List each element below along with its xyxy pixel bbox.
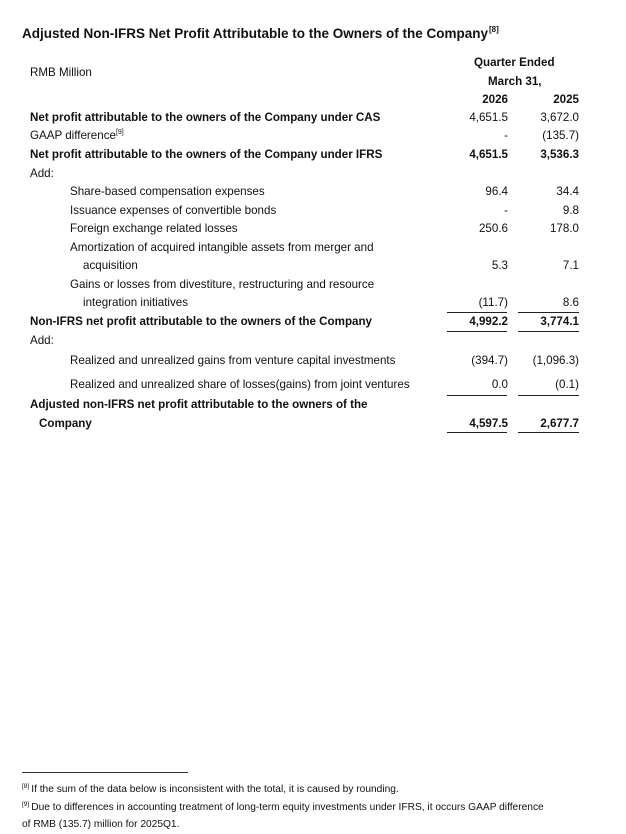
period-header: Quarter Ended	[474, 56, 555, 69]
title-footnote-ref: [8]	[489, 25, 499, 34]
row-label: Net profit attributable to the owners of the Company under CAS	[30, 111, 381, 124]
add-label: Add:	[30, 167, 54, 180]
row-value-2026: 250.6	[478, 222, 508, 235]
footnote: [9] Due to differences in accounting treatment of long-term equity investments under IFRS, it occurs GAAP difference	[22, 801, 544, 813]
row-label: GAAP difference[9]	[30, 129, 124, 142]
row-value-2026: 4,651.5	[469, 111, 508, 124]
subtotal-rule	[447, 312, 507, 313]
row-label: Amortization of acquired intangible assets from merger and	[70, 241, 374, 254]
year-header-2026: 2026	[482, 93, 508, 106]
page-title: Adjusted Non-IFRS Net Profit Attributable to the Owners of the Company[8]	[22, 25, 499, 41]
row-label: Adjusted non-IFRS net profit attributable to the owners of the	[30, 398, 368, 411]
row-label: Realized and unrealized gains from venture capital investments	[70, 354, 396, 367]
footnote-separator	[22, 772, 188, 773]
footnote-ref: [8]	[22, 783, 30, 790]
year-header-2025: 2025	[553, 93, 579, 106]
row-value-2025: (1,096.3)	[532, 354, 579, 367]
row-value-2025: 2,677.7	[540, 417, 579, 430]
row-label: Foreign exchange related losses	[70, 222, 238, 235]
row-value-2025: 178.0	[549, 222, 579, 235]
row-label-continued: Company	[39, 417, 92, 430]
row-value-2026: -	[504, 129, 508, 142]
row-label-continued: acquisition	[83, 259, 138, 272]
footnote-continued: of RMB (135.7) million for 2025Q1.	[22, 819, 180, 830]
total-double-rule	[518, 432, 579, 433]
row-value-2025: 7.1	[562, 259, 579, 272]
row-value-2026: (394.7)	[471, 354, 508, 367]
footnote-ref: [9]	[115, 129, 124, 136]
footnote: [8] If the sum of the data below is inconsistent with the total, it is caused by rounding.	[22, 783, 399, 795]
period-date-header: March 31,	[488, 75, 542, 88]
row-value-2026: 4,651.5	[469, 148, 508, 161]
row-value-2025: 8.6	[562, 296, 579, 309]
row-value-2026: 4,992.2	[469, 315, 508, 328]
row-label: Non-IFRS net profit attributable to the owners of the Company	[30, 315, 373, 328]
row-label: Share-based compensation expenses	[70, 185, 265, 198]
row-value-2026: 96.4	[485, 185, 508, 198]
row-value-2025: 9.8	[562, 204, 579, 217]
row-value-2025: (0.1)	[555, 378, 579, 391]
total-double-rule	[447, 432, 507, 433]
row-value-2026: (11.7)	[478, 296, 508, 309]
row-value-2026: 5.3	[491, 259, 508, 272]
row-value-2026: -	[504, 204, 508, 217]
row-value-2025: 34.4	[556, 185, 579, 198]
row-value-2026: 4,597.5	[469, 417, 508, 430]
row-label: Gains or losses from divestiture, restructuring and resource	[70, 278, 375, 291]
total-rule	[447, 331, 507, 332]
subtotal-rule	[447, 395, 507, 396]
unit-label: RMB Million	[30, 66, 92, 79]
footnote-ref: [9]	[22, 801, 30, 808]
subtotal-rule	[518, 312, 579, 313]
subtotal-rule	[518, 395, 579, 396]
row-label: Realized and unrealized share of losses(gains) from joint ventures	[70, 378, 410, 391]
row-label: Issuance expenses of convertible bonds	[70, 204, 277, 217]
row-value-2025: (135.7)	[542, 129, 579, 142]
row-label-continued: integration initiatives	[83, 296, 189, 309]
total-rule	[518, 331, 579, 332]
add-label: Add:	[30, 334, 54, 347]
row-value-2026: 0.0	[491, 378, 508, 391]
row-value-2025: 3,774.1	[540, 315, 579, 328]
row-value-2025: 3,536.3	[540, 148, 579, 161]
row-value-2025: 3,672.0	[540, 111, 579, 124]
row-label: Net profit attributable to the owners of the Company under IFRS	[30, 148, 383, 161]
